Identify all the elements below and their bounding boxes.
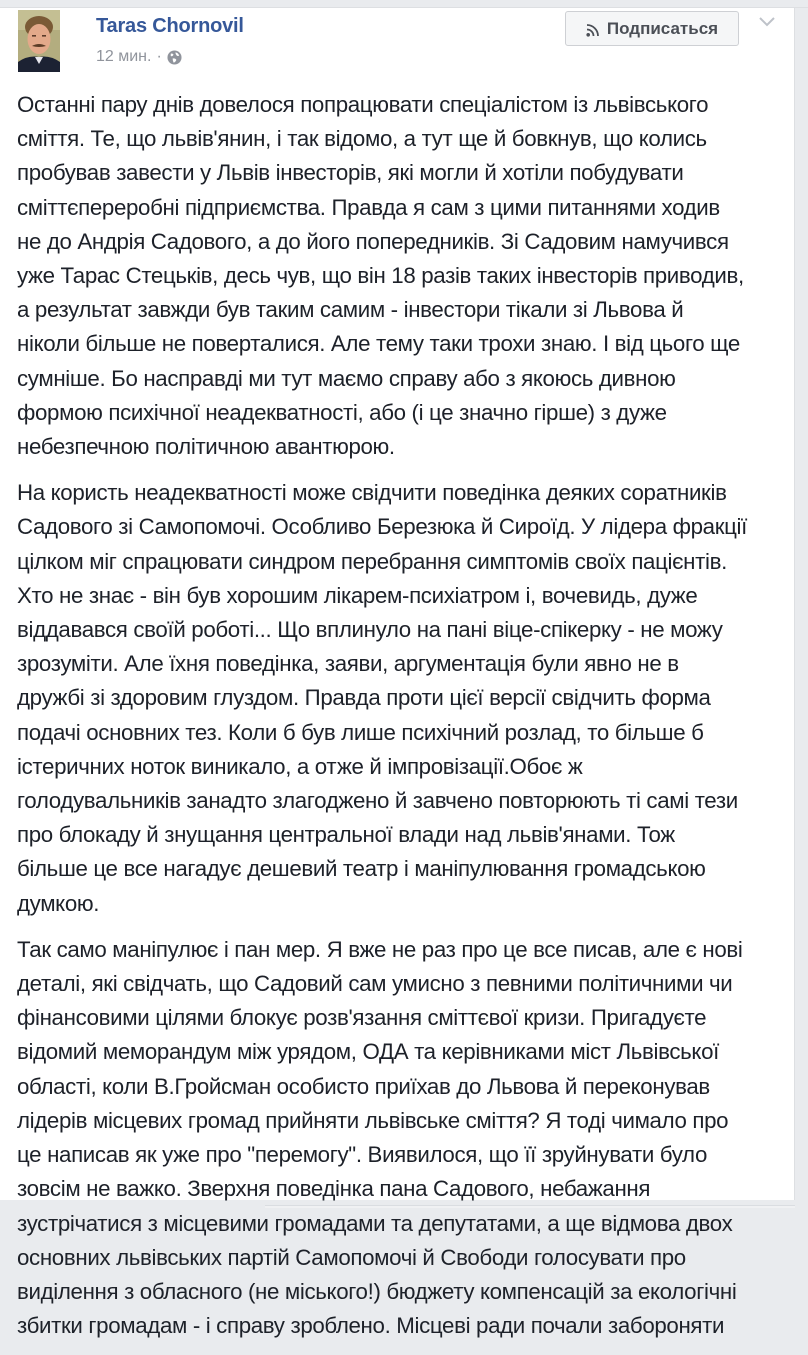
post-paragraph-3 (17, 933, 787, 1343)
comment-box-edge (265, 1205, 795, 1208)
text-line: сумніше. Бо насправді ми тут маємо справу або з якоюсь дивною (17, 365, 676, 391)
avatar-photo-icon (18, 10, 60, 72)
text-line: думкою. (17, 890, 100, 916)
text-line: виділення з обласного (не міського!) бюджету компенсацій за екологічні (17, 1278, 737, 1304)
page-top-strip (0, 0, 808, 8)
text-line: подачі основних тез. Коли б був лише психічний розлад, то більше б (17, 719, 704, 745)
text-line: дружбі зі здоровим глуздом. Правда проти цієї версії свідчить форма (17, 685, 711, 711)
text-line: більше це все нагадує дешевий театр і маніпулювання громадською (17, 856, 706, 882)
text-line: голодувальників занадто злагоджено й завчено повторюють ті самі тези (17, 788, 738, 814)
text-line: це написав як уже про "перемогу". Виявилося, що її зруйнувати було (17, 1142, 708, 1168)
post-paragraph-2 (17, 476, 787, 921)
text-line: фінансовими цілями блокує розв'язання сміттєвої кризи. Пригадуєте (17, 1005, 707, 1031)
text-line: про блокаду й знущання центральної влади над львів'янами. Тож (17, 822, 675, 848)
text-line: сміттєпереробні підприємства. Правда я сам з цими питаннями ходив (17, 194, 720, 220)
post-options-button[interactable] (757, 14, 777, 30)
post-card (0, 8, 795, 1339)
text-line: деталі, які свідчать, що Садовий сам умисно з певними політичними чи (17, 971, 733, 997)
text-line: формою психічної неадекватності, або (і це значно гірше) з дуже (17, 399, 667, 425)
text-line: На користь неадекватності може свідчити поведінка деяких соратників (17, 480, 727, 506)
meta-separator: · (156, 48, 162, 65)
text-line: лідерів місцевих громад прийняти львівське сміття? Я тоді чимало про (17, 1107, 729, 1133)
text-line: зрозуміти. Але їхня поведінка, заяви, аргументація були явно не в (17, 651, 679, 677)
text-line: а результат завжди був таким самим - інвестори тікали зі Львова й (17, 297, 684, 323)
text-line: Хто не знає - він був хорошим лікарем-психіатром і, вочевидь, дуже (17, 582, 698, 608)
post-timestamp[interactable]: 12 мин. (96, 48, 152, 65)
text-line: уже Тарас Стецьків, десь чув, що він 18 разів таких інвесторів приводив, (17, 263, 744, 289)
text-line: зустрічатися з місцевими громадами та депутатами, а ще відмова двох (17, 1210, 733, 1236)
post-meta (96, 48, 182, 66)
text-line: небезпечною політичною авантюрою. (17, 434, 395, 460)
post-body-text (17, 88, 787, 1355)
text-line: основних львівських партій Самопомочі й Свободи голосувати про (17, 1244, 686, 1270)
text-line: збитки громадам - і справу зроблено. Місцеві ради почали забороняти (17, 1313, 725, 1339)
text-line: ніколи більше не поверталися. Але тему таки трохи знаю. І від цього ще (17, 331, 740, 357)
author-avatar[interactable] (18, 10, 60, 72)
post-paragraph-1 (17, 88, 787, 464)
text-line: Так само маніпулює і пан мер. Я вже не раз про це все писав, але є нові (17, 936, 743, 962)
text-line: віддавався своїй роботі... Що вплинуло на пані віце-спікерку - не можу (17, 617, 723, 643)
chevron-down-icon (757, 14, 777, 30)
subscribe-button-label: Подписаться (606, 18, 719, 38)
scrollbar-track[interactable] (795, 8, 808, 1200)
rss-icon (586, 22, 600, 36)
text-line: істеричних ноток виникало, а отже й імпровізації.Обоє ж (17, 753, 583, 779)
text-line: Останні пару днів довелося попрацювати спеціалістом із львівського (17, 92, 709, 117)
globe-icon[interactable] (167, 50, 182, 65)
text-line: цілком міг спрацювати синдром перебрання симптомів своїх пацієнтів. (17, 548, 727, 574)
text-line: зовсім не важко. Зверхня поведінка пана Садового, небажання (17, 1176, 651, 1202)
text-line: відомий меморандум між урядом, ОДА та керівниками міст Львівської (17, 1039, 719, 1065)
text-line: сміття. Те, що львів'янин, і так відомо, а тут ще й бовкнув, що колись (17, 126, 707, 152)
text-line: області, коли В.Гройсман особисто приїхав до Львова й переконував (17, 1073, 710, 1099)
text-line: пробував завести у Львів інвесторів, які могли й хотіли побудувати (17, 160, 684, 186)
text-line: не до Андрія Садового, а до його попередників. Зі Садовим намучився (17, 228, 729, 254)
subscribe-button[interactable] (565, 11, 739, 46)
text-line: Садового зі Самопомочі. Особливо Березюка й Сироїд. У лідера фракції (17, 514, 747, 540)
author-name-link[interactable]: Taras Chornovil (96, 15, 244, 37)
